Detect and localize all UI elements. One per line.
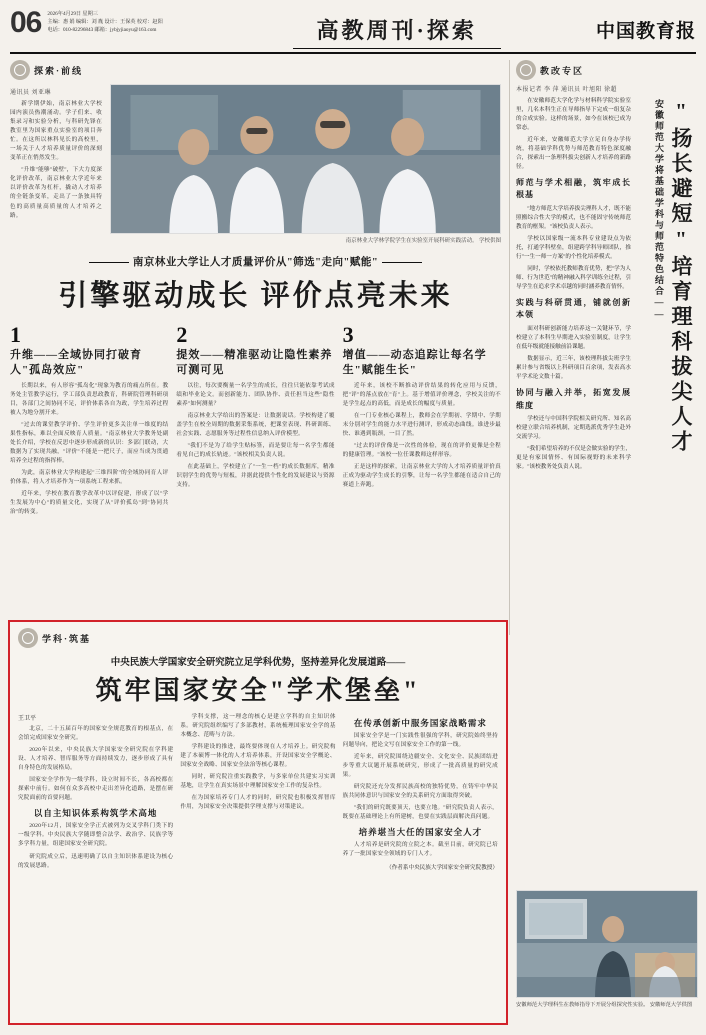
right-s2-p2: 数据显示，近三年，该校理科拔尖班学生累计参与省级以上科研项目百余项，发表高水平学术论文数十篇。 bbox=[516, 355, 631, 380]
redbox-col-2 bbox=[180, 713, 335, 874]
left-col-1-p2: "过去的课堂教学评价、学生评价更多关注单一维度的结果性指标，难以全面反映育人质量。"南京林业大学教务处副处长介绍，学校在反思中逐步形成新的认识：多部门联动，大数据为了实现共融，"评价"不能是一把尺子，而应当成为贯通培养全过程的指挥棒。 bbox=[10, 421, 169, 465]
left-col-2-p2: 南京林业大学给出的答案是：让数据说话。学校构建了覆盖学生在校全周期的数据采集系统，把课堂表现、科研训练、社会实践、志愿服务等过程性信息纳入评价模型。 bbox=[176, 412, 335, 437]
lead-photo-caption: 南京林业大学林学院学生在实验室开展科研实践活动。 学校供图 bbox=[345, 238, 501, 244]
page-folio-number: 06 bbox=[10, 6, 42, 39]
left-section-stamp bbox=[10, 60, 501, 80]
right-sub-3: 协同与融入并举，拓宽发展维度 bbox=[516, 387, 631, 410]
left-col-3-title: 增值——动态追踪让每名学生"赋能生长" bbox=[342, 349, 487, 376]
folio-meta-line-1: 2026年4月29日 星期三 bbox=[47, 11, 98, 17]
left-col-2-num: 2 bbox=[176, 322, 188, 347]
redbox-stamp bbox=[18, 628, 498, 648]
redbox-col-1-body-2 bbox=[18, 822, 173, 870]
rb1-p2: 2020年以来，中央民族大学国家安全研究院在学科建设、人才培养、智库服务等方面持续发力，逐步形成了具有自身特色的发展格局。 bbox=[18, 747, 174, 772]
left-byline: 通讯员 刘亚琳 bbox=[10, 90, 52, 96]
rb1-p3: 国家安全学作为一级学科，设立时间不长，各高校都在探索中前行。如何在众多高校中走出差异化道路，是摆在研究院面前的首要问题。 bbox=[18, 777, 174, 802]
seal-icon-redbox bbox=[18, 628, 38, 648]
left-col-3-p4: 正是这样的探索，让南京林业大学的人才培养质量评价真正成为驱动学生成长的引擎，让每一名学生都能在适合自己的赛道上奔跑。 bbox=[342, 464, 501, 489]
page-body bbox=[10, 60, 696, 635]
left-col-1-num: 1 bbox=[10, 322, 21, 347]
folio-meta bbox=[47, 8, 197, 34]
right-s2-p1: 面对科研创新能力培养这一关键环节，学校建立了本科生早期进入实验室制度，让学生在低年级就能接触前沿课题。 bbox=[516, 326, 631, 350]
left-col-1 bbox=[10, 324, 168, 520]
left-col-1-p3: 为此，南京林业大学构建起"三维四阶"的全域协同育人评价体系，将人才培养作为一项系统工程来抓。 bbox=[10, 470, 169, 486]
folio-meta-line-2: 主编：惠 娟 编辑：刘 胤 设计：王保英 校对：赵阳 bbox=[47, 18, 163, 25]
bottom-right-photo bbox=[516, 890, 698, 998]
right-s1-p3: 同时，学校依托教师教育优势，把"学为人师、行为世范"的精神融入科学训练全过程，引导学生在追求学术卓越的同时涵养教育情怀。 bbox=[516, 265, 631, 290]
left-headline-kicker bbox=[10, 254, 501, 269]
left-lead-p2: "升维"能够"破壁"，下大力度深化评价改革，南京林业大学近年来以评价改革为杠杆，撬动人才培养的全链条变革，走出了一条独具特色的高质量高质量的人才培养之路。 bbox=[10, 167, 102, 219]
section-title: 高教周刊·探索 bbox=[293, 8, 501, 49]
redbox-stamp-label: 学科·筑基 bbox=[42, 633, 92, 644]
redbox-col-3 bbox=[343, 713, 498, 874]
lead-photo-graphic bbox=[111, 85, 500, 234]
left-stamp-label: 探索·前线 bbox=[34, 65, 84, 76]
rb3-p3: 研究院还充分发挥民族高校的独特优势，在铸牢中华民族共同体意识与国家安全的关系研究方面取得突破。 bbox=[342, 784, 498, 800]
kicker-rule-left bbox=[89, 262, 129, 263]
newspaper-brand: 中国教育报 bbox=[595, 21, 696, 42]
left-col-3-p2: 在一门专业核心课程上，教师会在学期初、学期中、学期末分别对学生的能力水平进行测评，形成动态曲线。谁进步最快、谁遇到瓶颈，一目了然。 bbox=[342, 412, 501, 437]
redbox-signature: （作者系中央民族大学国家安全研究院教授） bbox=[386, 864, 498, 871]
left-col-2-title: 提效——精准驱动让隐性素养可测可见 bbox=[176, 349, 333, 376]
right-p2: 近年来，安徽师范大学立足自身办学传统，将基础学科优势与师范教育特色深度融合，探索出一条理科拔尖创新人才培养的新路径。 bbox=[516, 136, 631, 170]
seal-icon-right bbox=[516, 60, 536, 80]
left-lead-p1: 新学期伊始，南京林业大学校园内演员热潮涌动。学子们来、收集录习和实验分析，与科研先锋在教室里为国家重点实验室的项目奔忙。在这所以林科见长的高校里，一场关于人才培养质量评价的深刻变革正在悄然发生。 bbox=[10, 101, 102, 162]
redbox-col-3-sub: 培养堪当大任的国家安全人才 bbox=[358, 827, 483, 838]
right-column bbox=[510, 60, 696, 635]
redbox-col-2-body bbox=[180, 713, 335, 812]
left-col-1-p1: 长期以来，有人形容"孤岛化"现象为教育的痛点所在。教务处主管教学运行，学工部负责思政教育，科研院管理科研项目，各部门之间协同不足，评价体系各自为政，学生培养过程被人为地分割开来。 bbox=[10, 382, 169, 416]
rb3-p4: "我们的研究既要顶天，也要立地。"研究院负责人表示，既要在基础理论上有所建树，也要在实践层面解决真问题。 bbox=[342, 805, 498, 821]
featured-article-box bbox=[8, 620, 508, 1025]
left-col-3-body bbox=[343, 382, 501, 491]
redbox-columns bbox=[18, 713, 498, 874]
left-col-3 bbox=[343, 324, 501, 520]
left-col-3-p3: "过去的评价像是一次性的体检，现在的评价更像是全程的健康管理。"该校一位任课教师这样形容。 bbox=[342, 442, 501, 459]
left-col-2-p4: 在此基础上，学校建立了"一生一档"的成长数据库，精准识别学生的优势与短板，并据此提供个性化的发展建议与资源支持。 bbox=[176, 464, 335, 489]
left-kicker-text: 南京林业大学让人才质量评价从"筛选"走向"赋能" bbox=[132, 257, 379, 268]
rb2-p4: 在为国家培养专门人才的同时，研究院也积极发挥智库作用，为国家安全决策提供学理支撑与对策建议。 bbox=[180, 795, 336, 811]
left-three-columns bbox=[10, 324, 501, 520]
redbox-headline: 筑牢国家安全"学术堡垒" bbox=[95, 676, 421, 705]
folio-meta-line-3: 电话：010-82296843 邮箱：jybjyjiaoyu@163.com bbox=[47, 26, 157, 33]
redbox-byline: 王卫平 bbox=[18, 716, 37, 722]
rb3-q1: 人才培养是研究院的立院之本。截至目前，研究院已培养了一批国家安全领域的专门人才。 bbox=[342, 842, 498, 858]
left-col-2-p1: 以往，每次要衡量一名学生的成长，往往只能依靠考试成绩和毕业论文。而创新能力、团队协作、责任担当这些"隐性素养"如何测量？ bbox=[176, 382, 335, 407]
left-headline-main: 引擎驱动成长 评价点亮未来 bbox=[58, 280, 453, 312]
right-sub-2: 实践与科研贯通，铺就创新本领 bbox=[516, 297, 631, 320]
masthead-center bbox=[197, 8, 596, 49]
right-p1: 在安徽师范大学化学与材料科学院实验室里，几名本科生正在导师指导下完成一组复杂的合成实验。这样的场景，如今在该校已成为常态。 bbox=[516, 98, 631, 131]
rb3-p2: 近年来，研究院围绕边疆安全、文化安全、民族团结进步等重大议题开展系统研究，形成了一批高质量的研究成果。 bbox=[342, 754, 498, 779]
right-s3-p2: "我们希望培养的不仅是会做实验的学生，更是有家国情怀、有国际视野的未来科学家。"该校教务处负责人说。 bbox=[516, 446, 631, 471]
kicker-rule-right bbox=[382, 262, 422, 263]
redbox-col-1-sub: 以自主知识体系构筑学术高地 bbox=[33, 808, 158, 819]
rb2-p3: 同时，研究院注重实践教学，与多家单位共建实习实训基地，让学生在真实场景中理解国家安全工作的复杂性。 bbox=[180, 774, 336, 790]
right-sub-1: 师范与学术相融，筑牢成长根基 bbox=[516, 177, 631, 200]
left-col-1-body bbox=[10, 382, 168, 518]
lead-photo bbox=[110, 84, 501, 234]
left-column bbox=[10, 60, 510, 635]
redbox-col-1 bbox=[18, 713, 173, 874]
seal-icon bbox=[10, 60, 30, 80]
bottom-photo-graphic bbox=[517, 891, 698, 998]
masthead bbox=[10, 8, 696, 54]
right-s3-p1: 学校还与中国科学院相关研究所、知名高校建立联合培养机制，定期选派优秀学生赴外交流学习。 bbox=[516, 416, 631, 441]
rb1-q2: 研究院成立后，迅速明确了以自主知识体系建设为核心的发展思路。 bbox=[18, 853, 174, 869]
right-body bbox=[516, 97, 631, 472]
right-headline-small: 安徽师范大学将基础学科与师范特色结合—— bbox=[654, 99, 664, 321]
left-col-2-p3: "我们不是为了给学生贴标签，而是要让每一名学生都能看见自己的成长轨迹。"该校相关负责人说。 bbox=[176, 442, 335, 459]
rb2-p2: 学科建设的推进，最终要体现在人才培养上。研究院构建了本硕博一体化的人才培养体系，开设国家安全学概论、国家安全战略、国家安全法治等核心课程。 bbox=[180, 744, 336, 769]
right-headline-big: "扬长避短"培育理科拔尖人才 bbox=[669, 99, 693, 455]
right-s1-p1: "地方师范大学培养拔尖理科人才，既不能照搬综合性大学的模式，也不能固守传统师范教育的框架。"该校负责人表示。 bbox=[516, 206, 631, 230]
redbox-kicker: 中央民族大学国家安全研究院立足学科优势，坚持差异化发展道路—— bbox=[110, 658, 406, 668]
rb1-p1: 北京，二十五届百年的国家安全规范教育的根基点，在会馆完成国家安全研究。 bbox=[18, 726, 174, 742]
redbox-col-3-body-2 bbox=[343, 841, 498, 859]
left-col-2-body bbox=[176, 382, 334, 491]
redbox-col-3-body bbox=[343, 732, 498, 822]
right-s1-p2: 学校以国家级一流本科专业建设点为依托，打通学科壁垒，组建跨学科导师团队，推行"一生一师一方案"的个性化培养模式。 bbox=[516, 235, 631, 260]
left-col-1-p4: 近年来，学校在教育教学改革中以评促建，形成了以"学生发展为中心"的质量文化，实现了从"评价孤岛"到"协同共治"的转变。 bbox=[10, 491, 169, 516]
left-col-3-p1: 近年来，该校不断推动评价结果的转化应用与反馈，把"评"的落点放在"育"上。基于增值评价理念，学校关注的不是学生起点的高低，而是成长的幅度与质量。 bbox=[342, 382, 501, 407]
left-col-3-num: 3 bbox=[342, 322, 354, 347]
left-col-2 bbox=[176, 324, 334, 520]
left-lead bbox=[10, 100, 102, 221]
left-col-1-title: 升维——全域协同打破育人"孤岛效应" bbox=[10, 349, 142, 376]
bottom-right-photo-caption: 安徽师范大学理科生在教师指导下开展分组探究性实验。 安徽师范大学供图 bbox=[516, 1002, 693, 1008]
rb1-q1: 2020年12月，国家安全学正式被列为交叉学科门类下的一级学科。中央民族大学随即整合法学、政治学、民族学等多学科力量，组建国家安全研究院。 bbox=[18, 823, 174, 848]
redbox-col-3-sub-top: 在传承创新中服务国家战略需求 bbox=[353, 718, 487, 728]
right-stamp-label: 教改专区 bbox=[540, 65, 585, 76]
rb2-p1: 学科支撑，这一理念的核心是建立学科的自主知识体系。研究院组织编写了多部教材，系统梳理国家安全学的基本概念、范畴与方法。 bbox=[180, 714, 336, 739]
right-byline: 本报记者 李 萍 通讯员 叶旭阳 徐超 bbox=[516, 87, 618, 93]
rb3-p1: 国家安全学是一门实践性很强的学科，研究院始终坚持问题导向，把论文写在国家安全工作的第一线。 bbox=[342, 733, 498, 749]
redbox-col-1-body bbox=[18, 725, 173, 803]
right-section-stamp bbox=[516, 60, 696, 80]
